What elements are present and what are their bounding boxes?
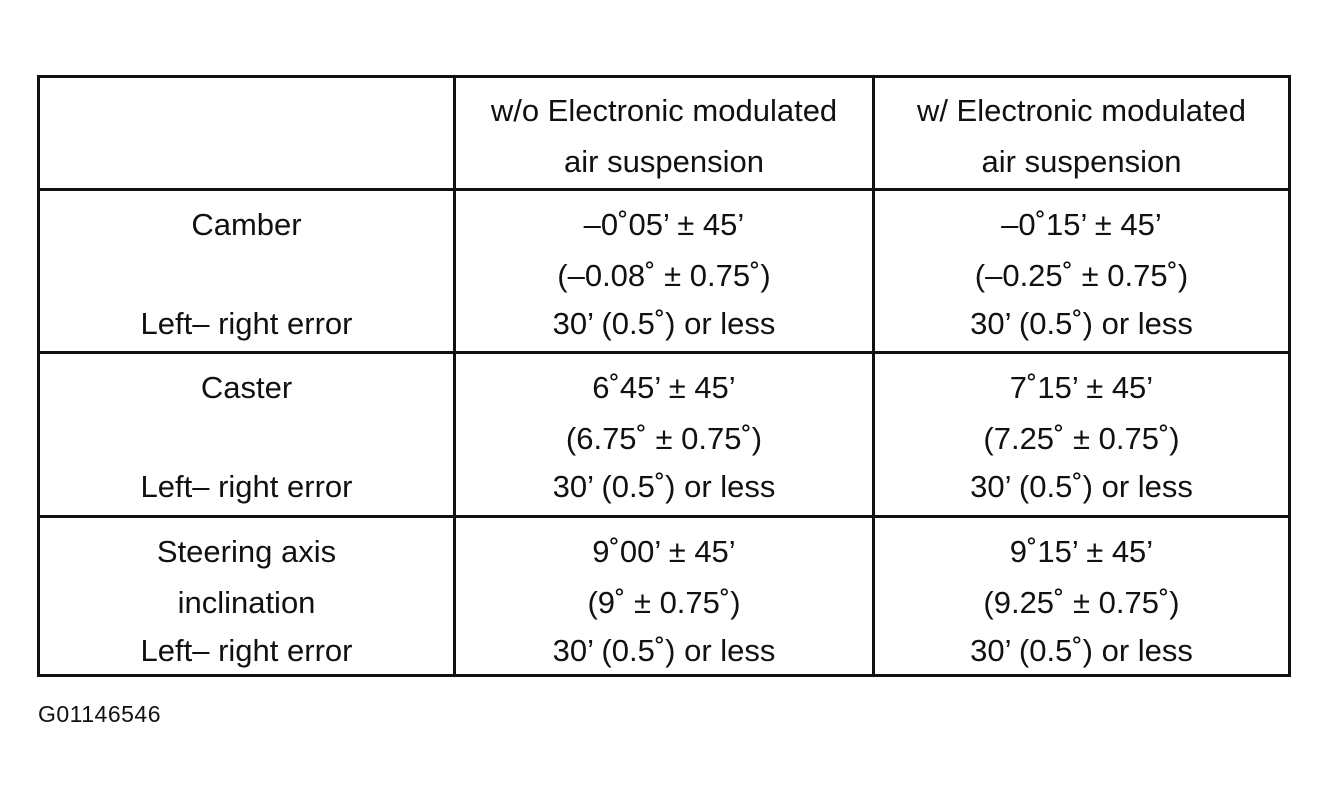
table-header-without-ema	[456, 78, 875, 191]
row-label-line: inclination	[177, 585, 316, 620]
spec-value: 9˚00’ ± 45’	[592, 534, 736, 569]
spec-value: (6.75˚ ± 0.75˚)	[565, 421, 763, 456]
row-label-line: Left– right error	[140, 633, 353, 668]
spec-value: 30’ (0.5˚) or less	[970, 633, 1193, 668]
spec-value: (–0.08˚ ± 0.75˚)	[557, 258, 771, 293]
header-line: w/o Electronic modulated	[490, 93, 838, 128]
camber-with-ema	[875, 191, 1288, 354]
figure-id: G01146546	[38, 701, 162, 727]
header-line: air suspension	[564, 144, 764, 179]
row-label-line: Left– right error	[140, 306, 353, 341]
row-label-line: Left– right error	[140, 469, 353, 504]
table-header-with-ema	[875, 78, 1288, 191]
caster-with-ema	[875, 354, 1288, 518]
caster-without-ema	[456, 354, 875, 518]
header-line: w/ Electronic modulated	[916, 93, 1247, 128]
spec-value: 30’ (0.5˚) or less	[970, 306, 1193, 341]
row-label-steering-axis-inclination	[40, 518, 456, 674]
spec-value: 30’ (0.5˚) or less	[552, 306, 776, 341]
steering-axis-without-ema	[456, 518, 875, 674]
spec-value: –0˚05’ ± 45’	[583, 207, 745, 242]
row-label-caster	[40, 354, 456, 518]
alignment-spec-table	[37, 75, 1291, 677]
table-header-empty	[40, 78, 456, 191]
spec-value: 30’ (0.5˚) or less	[552, 469, 776, 504]
spec-value: 7˚15’ ± 45’	[1009, 370, 1154, 405]
row-label-line: Caster	[200, 370, 293, 405]
steering-axis-with-ema	[875, 518, 1288, 674]
spec-value: –0˚15’ ± 45’	[1001, 207, 1162, 242]
spec-value: (7.25˚ ± 0.75˚)	[983, 421, 1180, 456]
spec-value: 6˚45’ ± 45’	[592, 370, 736, 405]
header-line: air suspension	[981, 144, 1182, 179]
row-label-camber	[40, 191, 456, 354]
camber-without-ema	[456, 191, 875, 354]
spec-value: 9˚15’ ± 45’	[1009, 534, 1154, 569]
spec-value: (9˚ ± 0.75˚)	[587, 585, 741, 620]
spec-value: 30’ (0.5˚) or less	[970, 469, 1193, 504]
spec-value: 30’ (0.5˚) or less	[552, 633, 776, 668]
spec-value: (–0.25˚ ± 0.75˚)	[974, 258, 1189, 293]
spec-value: (9.25˚ ± 0.75˚)	[983, 585, 1180, 620]
row-label-line: Camber	[191, 207, 302, 242]
row-label-line: Steering axis	[156, 534, 337, 569]
